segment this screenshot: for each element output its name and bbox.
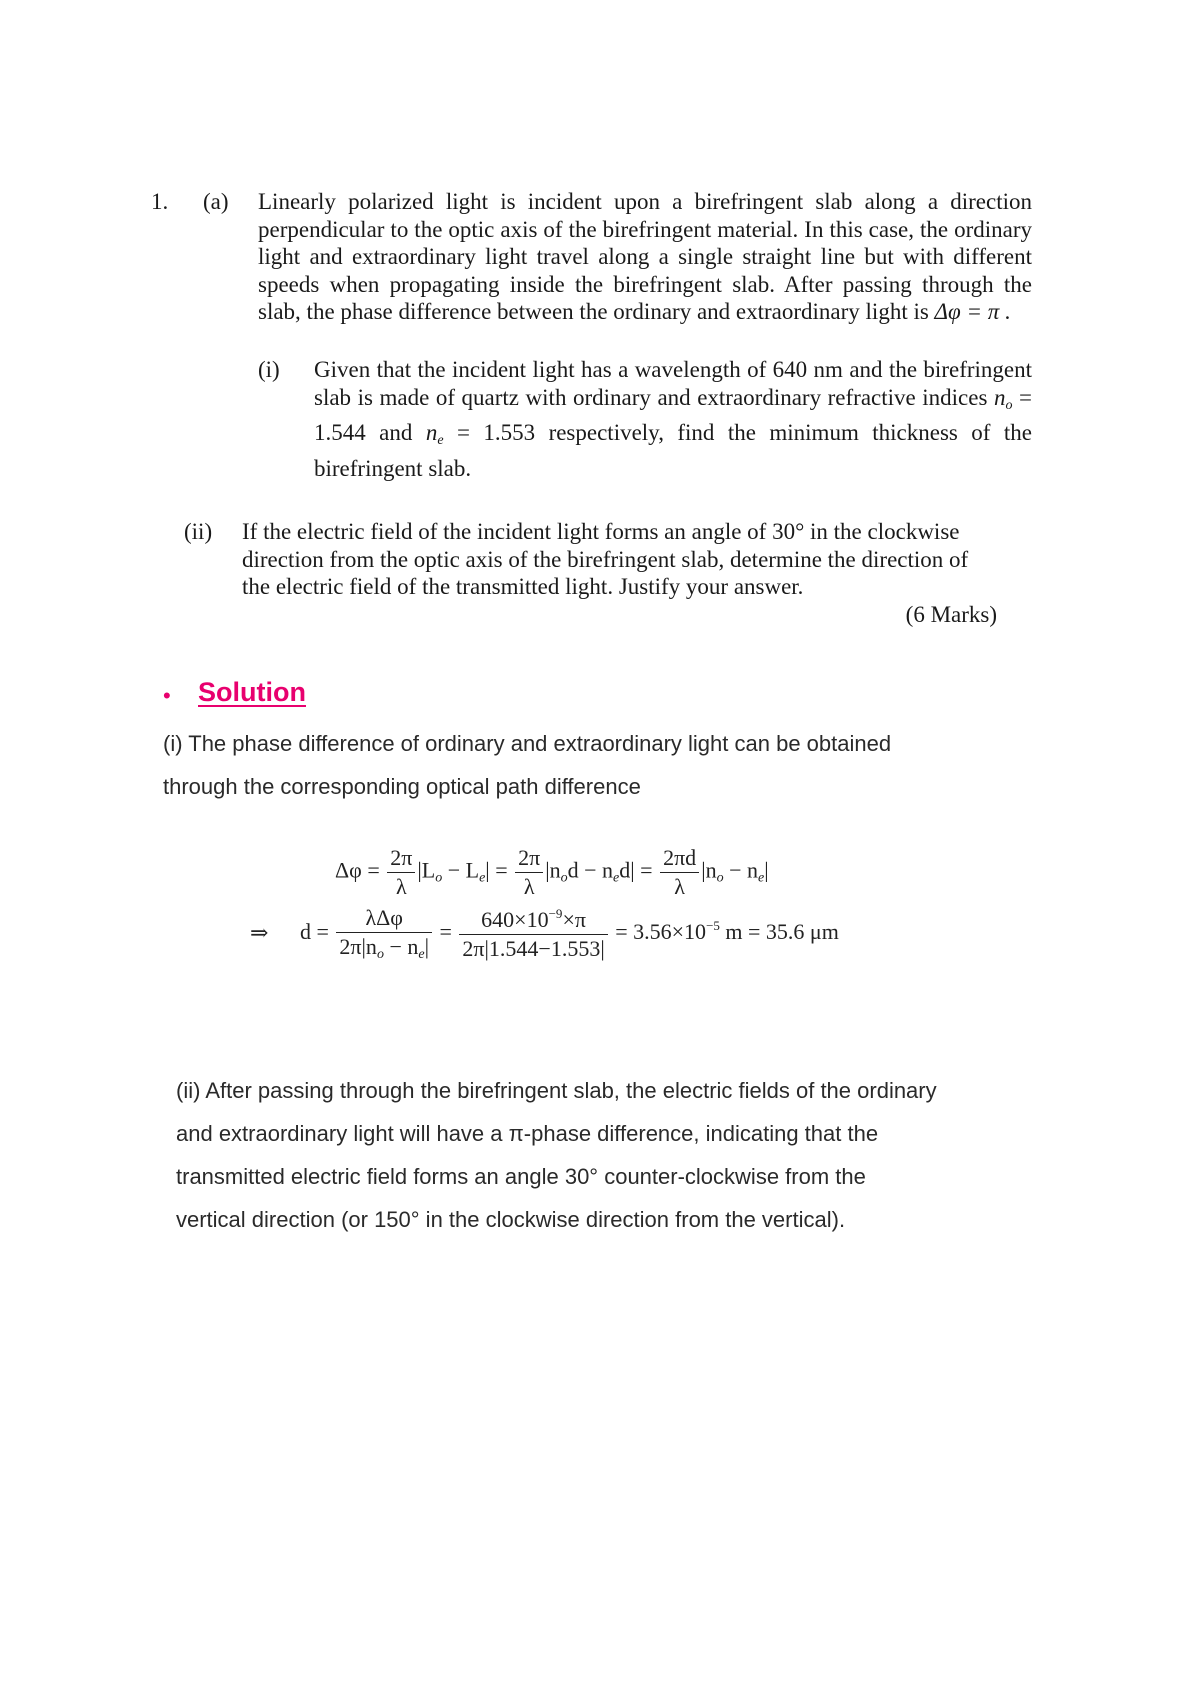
eq2-f2-num xyxy=(459,906,607,934)
sub-i-text xyxy=(314,356,1032,482)
eq1-term1-mid: − L xyxy=(442,857,480,883)
question-number: 1. xyxy=(151,189,169,214)
part-i-line-1: (i) The phase difference of ordinary and extraordinary light can be obtained xyxy=(163,731,892,756)
part-a-text xyxy=(258,188,1032,326)
eq1-term2-mid: d − n xyxy=(567,857,614,883)
n-e-symbol: n xyxy=(425,420,438,445)
eq2-f2-num-a: 640×10 xyxy=(481,907,549,932)
part-ii-line-1: (ii) After passing through the birefringent slab, the electric fields of the ordinary xyxy=(176,1078,937,1103)
sub-ii-text: If the electric field of the incident light forms an angle of 30° in the clockwise direction from the optic axis of the birefringent slab, determine the direction of the electric field of the transmitted light. Justify your answer. xyxy=(242,519,969,599)
eq1-lhs: Δφ = xyxy=(335,857,380,883)
eq1-term3-sub2: e xyxy=(758,870,765,886)
eq1-term3-mid: − n xyxy=(723,857,759,883)
n-o-symbol: n xyxy=(993,384,1006,410)
eq2-f1-den-sub1: o xyxy=(376,947,384,962)
implies-arrow: ⇒ xyxy=(250,920,269,945)
eq1-term3: |n xyxy=(701,857,717,883)
eq2-f2-num-sup: −9 xyxy=(548,906,563,921)
eq1-term2-sub1: o xyxy=(560,870,568,886)
eq1-f3-den: λ xyxy=(660,872,699,900)
eq1-term2-end: d| = xyxy=(619,857,653,883)
part-a-body: Linearly polarized light is incident upon a birefringent slab along a direction perpendicular to the optic axis of the birefringent material. In this case, the ordinary light and extraordinary light travel along a single straight line but with different speeds when propagating inside the birefringent slab. After passing through the slab, the phase difference between the ordinary and extraordinary light is xyxy=(258,189,1032,324)
marks: (6 Marks) xyxy=(905,602,997,627)
eq1-term2-sub2: e xyxy=(613,870,620,886)
eq1-term3-sub1: o xyxy=(716,870,724,886)
solution-bullet: • xyxy=(163,683,171,708)
equation-thickness xyxy=(300,905,839,963)
sub-i-body-1: Given that the incident light has a wavelength of 640 nm and the birefringent slab is made of quartz with ordinary and extraordinary refractive indices xyxy=(314,357,1032,410)
equation-phase-difference xyxy=(335,845,769,900)
eq1-term1-sub2: e xyxy=(479,870,486,886)
sub-i-label: (i) xyxy=(258,357,280,382)
eq1-term1-sub1: o xyxy=(435,870,443,886)
sub-ii-label: (ii) xyxy=(184,519,213,544)
eq2-result-a: = 3.56×10 xyxy=(615,919,707,945)
eq2-lhs: d = xyxy=(300,919,329,945)
eq2-f1-den-sub2: e xyxy=(418,947,425,962)
eq2-f1-den-c: | xyxy=(424,934,429,959)
n-o-subscript: o xyxy=(1005,397,1013,413)
eq1-f2-num: 2π xyxy=(518,845,541,870)
eq1-f1-den: λ xyxy=(387,872,415,900)
eq1-f1-num: 2π xyxy=(390,845,413,870)
eq1-term2: |n xyxy=(545,857,561,883)
eq1-term3-end: | xyxy=(764,857,769,883)
eq2-f1-num: λΔφ xyxy=(365,905,403,930)
eq2-f2-num-b: ×π xyxy=(562,907,586,932)
eq2-result-sup: −5 xyxy=(706,918,720,934)
eq1-fraction-1 xyxy=(387,845,415,900)
eq1-term1: |L xyxy=(417,857,436,883)
part-ii-line-2: and extraordinary light will have a π-phase difference, indicating that the xyxy=(176,1121,879,1146)
eq1-f2-den: λ xyxy=(515,872,543,900)
eq2-f2-den: 2π|1.544−1.553| xyxy=(459,934,607,962)
part-ii-line-3: transmitted electric field forms an angle 30° counter-clockwise from the xyxy=(176,1164,866,1189)
sub-i-body-2: = 1.553 respectively, find the minimum thickness of the birefringent slab. xyxy=(314,420,1032,481)
part-a-label: (a) xyxy=(203,189,229,214)
eq2-equals: = xyxy=(439,919,452,945)
eq1-fraction-2 xyxy=(515,845,543,900)
eq2-f1-den xyxy=(336,932,432,963)
eq2-f1-den-b: − n xyxy=(383,934,419,959)
n-e-subscript: e xyxy=(437,433,444,448)
n-o-value: = 1.544 and xyxy=(314,384,1032,445)
eq2-fraction-2 xyxy=(459,906,607,962)
eq2-f1-den-a: 2π|n xyxy=(339,934,377,959)
eq1-f3-num: 2πd xyxy=(663,845,697,870)
part-ii-line-4: vertical direction (or 150° in the clockwise direction from the vertical). xyxy=(176,1207,846,1232)
eq1-fraction-3 xyxy=(660,845,699,900)
eq1-term1-end: | = xyxy=(485,857,508,883)
eq2-result-b: m = 35.6 μm xyxy=(719,919,839,945)
phase-difference-formula: Δφ = π . xyxy=(934,299,1011,324)
part-i-line-2: through the corresponding optical path difference xyxy=(163,774,641,799)
solution-title: Solution xyxy=(198,677,306,707)
eq2-fraction-1 xyxy=(336,905,432,963)
